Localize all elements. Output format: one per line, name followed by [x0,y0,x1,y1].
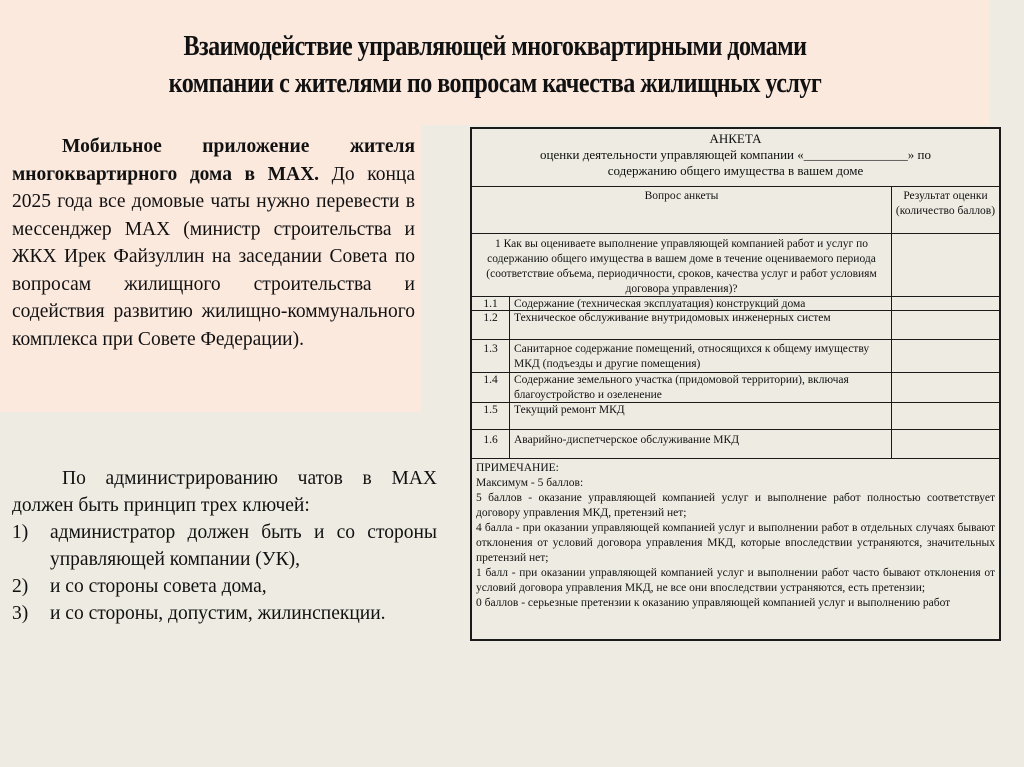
survey-subtitle-line-2: содержанию общего имущества в вашем доме [607,163,864,178]
list-item [12,519,437,573]
column-header-question: Вопрос анкеты [472,186,891,233]
note-line-4: 4 балла - при оказании управляющей компанией услуг и выполнении работ в отдельных случаях бывают отклонения от условий договора управления МКД, которые впоследствии устраняются, значительных претензий нет; [476,522,995,564]
row-number: 1.1 [472,296,509,310]
list-item-text: и со стороны совета дома, [50,576,267,597]
three-keys-intro: По администрированию чатов в МАХ должен быть принцип трех ключей: [12,468,437,516]
mobile-app-bold-intro: Мобильное приложение жителя многоквартирного дома в МАХ. [12,136,415,185]
three-keys-block [12,465,437,627]
row-number: 1.3 [472,339,509,372]
row-question-text: Содержание земельного участка (придомовой территории), включая благоустройство и озеленение [509,372,891,402]
note-max: Максимум - 5 баллов: [476,477,584,489]
column-header-result: Результат оценки (количество баллов) [891,186,999,233]
survey-table [470,127,1001,641]
row-result-cell[interactable] [891,296,999,310]
row-question-text: Текущий ремонт МКД [509,402,891,429]
note-line-0: 0 баллов - серьезные претензии к оказанию управляющей компанией услуг и выполнению работ [476,597,951,609]
page-title [69,28,920,102]
page-title-line-1: Взаимодействие управляющей многоквартирными домами [183,31,807,62]
row-result-cell[interactable] [891,372,999,402]
note-line-1: 1 балл - при оказании управляющей компанией услуг и выполнении работ часто бывают отклонения от условий договора управления МКД, не все они впоследствии устраняются, есть претензии; [476,567,995,594]
row-result-cell[interactable] [891,429,999,458]
row-result-cell[interactable] [891,310,999,339]
row-question-text: Содержание (техническая эксплуатация) конструкций дома [509,296,891,310]
list-item-number: 2) [12,576,29,597]
page-title-line-2: компании с жителями по вопросам качества жилищных услуг [168,68,822,99]
list-item-number: 3) [12,603,29,624]
survey-title: АНКЕТА [709,131,762,146]
three-keys-list [12,519,437,627]
row-number: 1.4 [472,372,509,402]
row-question-text: Санитарное содержание помещений, относящихся к общему имуществу МКД (подъезды и другие помещения) [509,339,891,372]
survey-title-cell [472,129,999,186]
note-line-5: 5 баллов - оказание управляющей компанией услуг и выполнение работ полностью соответствует договору управления МКД, претензий нет; [476,492,995,519]
main-question-cell: 1 Как вы оцениваете выполнение управляющей компанией работ и услуг по содержанию общего имущества в вашем доме в течение оцениваемого периода (соответствие объема, периодичности, сроков, качества услуг и работ условиям договора управления)? [472,233,891,296]
list-item-number: 1) [12,522,29,543]
list-item [12,600,437,627]
note-heading: ПРИМЕЧАНИЕ: [476,462,559,474]
row-number: 1.6 [472,429,509,458]
row-number: 1.5 [472,402,509,429]
row-question-text: Аварийно-диспетчерское обслуживание МКД [509,429,891,458]
survey-subtitle-line-1: оценки деятельности управляющей компании «________________» по [540,147,931,162]
row-question-text: Техническое обслуживание внутридомовых инженерных систем [509,310,891,339]
mobile-app-paragraph [12,133,415,353]
mobile-app-body: До конца 2025 года все домовые чаты нужно перевести в мессенджер МАХ (министр строительства и ЖКХ Ирек Файзуллин на заседании Совета по вопросам жилищного строительства и содействия развитию жилищно-коммунального комплекса при Совете Федерации). [12,163,415,350]
row-result-cell[interactable] [891,339,999,372]
row-result-cell[interactable] [891,402,999,429]
list-item-text: администратор должен быть и со стороны управляющей компании (УК), [50,522,437,570]
row-number: 1.2 [472,310,509,339]
list-item-text: и со стороны, допустим, жилинспекции. [50,603,386,624]
main-question-result-cell [891,233,999,296]
list-item [12,573,437,600]
survey-note [472,458,999,639]
